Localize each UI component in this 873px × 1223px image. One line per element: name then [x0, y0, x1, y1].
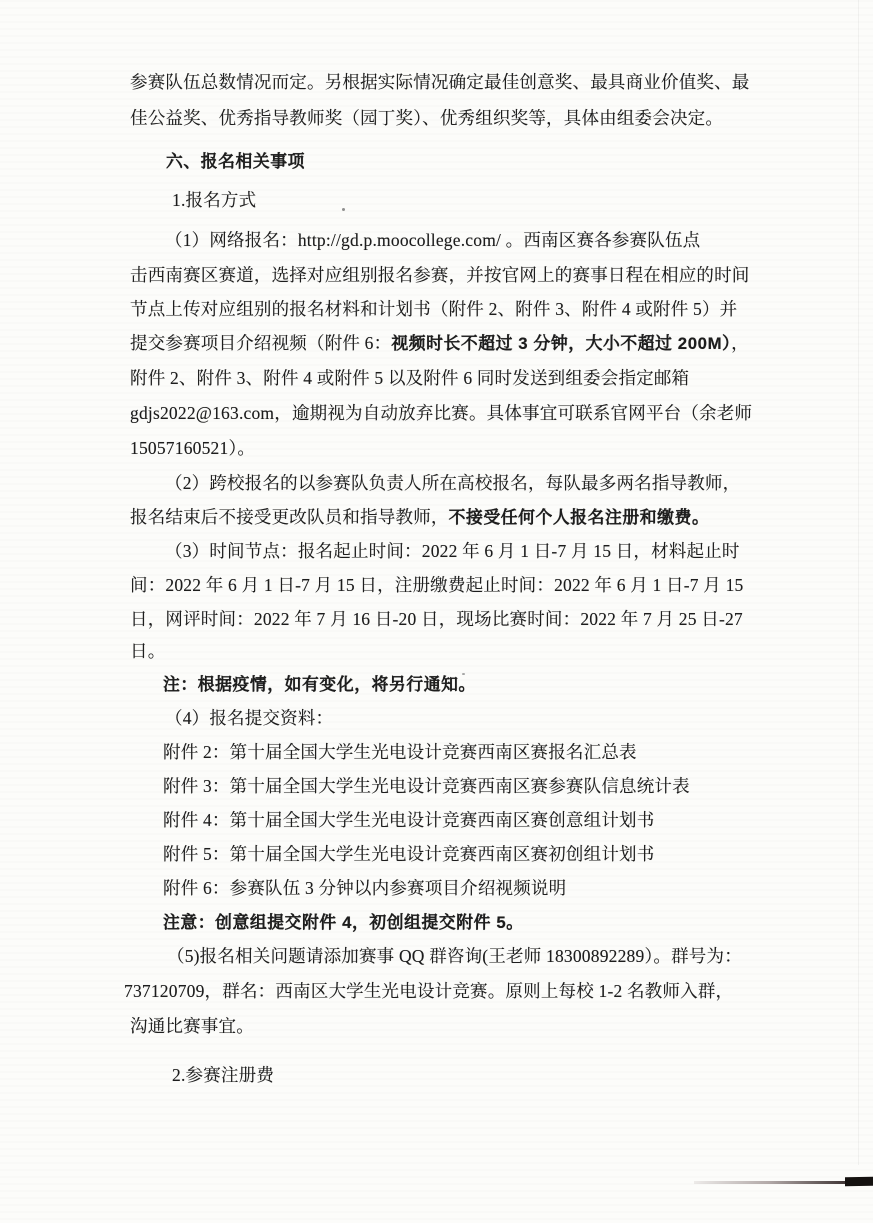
text-segment: 日，网评时间：2022 年 7 月 16 日-20 日，现场比赛时间：2022 年 7 月 25 日-27	[130, 609, 743, 629]
text-line-14	[165, 538, 740, 564]
text-segment: （3）时间节点：报名起止时间：2022 年 6 月 1 日-7 月 15 日，材料起止时	[165, 541, 740, 561]
text-segment: 1.报名方式	[172, 190, 257, 210]
text-segment: 节点上传对应组别的报名材料和计划书（附件 2、附件 3、附件 4 或附件 5）并	[130, 299, 738, 319]
text-segment: 参赛队伍总数情况而定。另根据实际情况确定最佳创意奖、最具商业价值奖、最	[130, 72, 750, 92]
text-segment: 2.参赛注册费	[172, 1065, 275, 1085]
text-segment: （4）报名提交资料：	[165, 708, 334, 728]
text-line-2	[130, 105, 723, 131]
page-edge-shadow	[858, 0, 859, 1165]
text-line-22	[163, 807, 654, 833]
text-segment: 击西南赛区赛道，选择对应组别报名参赛，并按官网上的赛事日程在相应的时间	[130, 265, 750, 285]
text-line-18	[163, 671, 476, 698]
text-line-4	[172, 187, 256, 213]
text-segment: （5)报名相关问题请添加赛事 QQ 群咨询(王老师 18300892289）。群号为：	[167, 946, 742, 966]
text-line-5	[165, 227, 700, 253]
text-line-11	[130, 435, 255, 461]
bold-text-segment: 六、报名相关事项	[166, 152, 306, 171]
text-segment: 间：2022 年 6 月 1 日-7 月 15 日，注册缴费起止时间：2022 年 6 月 1 日-7 月 15	[130, 575, 744, 595]
text-line-25	[163, 909, 524, 936]
text-segment: 附件 2：第十届全国大学生光电设计竞赛西南区赛报名汇总表	[163, 742, 637, 762]
text-line-12	[165, 470, 740, 496]
text-segment: ，	[731, 333, 749, 353]
text-line-24	[163, 875, 566, 901]
scan-artifact-line	[694, 1181, 860, 1184]
text-segment: （1）网络报名：http://gd.p.moocollege.com/ 。西南区赛各参赛队伍点	[165, 230, 701, 250]
text-line-9	[130, 365, 689, 391]
text-line-13	[130, 504, 709, 531]
text-segment: 佳公益奖、优秀指导教师奖（园丁奖）、优秀组织奖等，具体由组委会决定。	[130, 108, 724, 128]
text-segment: gdjs2022@163.com，逾期视为自动放弃比赛。具体事宜可联系官网平台（余老师	[130, 403, 753, 423]
text-segment: 报名结束后不接受更改队员和指导教师，	[130, 507, 449, 527]
text-line-6	[130, 262, 750, 288]
text-segment: 附件 2、附件 3、附件 4 或附件 5 以及附件 6 同时发送到组委会指定邮箱	[130, 368, 690, 388]
text-line-16	[130, 606, 743, 632]
text-line-20	[163, 739, 637, 765]
text-line-7	[130, 296, 737, 322]
text-segment: 附件 3：第十届全国大学生光电设计竞赛西南区赛参赛队信息统计表	[163, 776, 690, 796]
text-segment: 附件 4：第十届全国大学生光电设计竞赛西南区赛创意组计划书	[163, 810, 655, 830]
text-segment: 沟通比赛事宜。	[130, 1016, 254, 1036]
text-line-8	[130, 330, 749, 357]
text-line-27	[124, 978, 733, 1004]
text-segment: 737120709，群名：西南区大学生光电设计竞赛。原则上每校 1-2 名教师入群，	[124, 981, 734, 1001]
text-segment: 日。	[130, 641, 166, 661]
text-line-15	[130, 572, 743, 598]
bold-text-segment: 视频时长不超过 3 分钟，大小不超过 200M）	[391, 334, 732, 353]
text-segment: 附件 5：第十届全国大学生光电设计竞赛西南区赛初创组计划书	[163, 844, 655, 864]
text-line-23	[163, 841, 654, 867]
text-line-19	[165, 705, 333, 731]
text-segment: （2）跨校报名的以参赛队负责人所在高校报名，每队最多两名指导教师，	[165, 473, 741, 493]
text-line-17	[130, 638, 165, 664]
bold-text-segment: 注：根据疫情，如有变化，将另行通知。	[163, 675, 476, 694]
text-line-10	[130, 400, 752, 426]
text-line-26	[167, 943, 742, 969]
bold-text-segment: 注意：创意组提交附件 4，初创组提交附件 5。	[163, 913, 524, 932]
text-segment: 提交参赛项目介绍视频（附件 6：	[130, 333, 392, 353]
text-segment: 15057160521）。	[130, 438, 256, 458]
text-line-21	[163, 773, 690, 799]
scan-artifact-corner	[845, 1177, 873, 1187]
text-segment: 附件 6：参赛队伍 3 分钟以内参赛项目介绍视频说明	[163, 878, 567, 898]
bold-text-segment: 不接受任何个人报名注册和缴费。	[448, 508, 710, 527]
scan-speck	[342, 208, 345, 211]
text-line-29	[172, 1062, 274, 1088]
text-line-3	[166, 148, 305, 175]
text-line-28	[130, 1013, 254, 1039]
text-line-1	[130, 69, 750, 95]
